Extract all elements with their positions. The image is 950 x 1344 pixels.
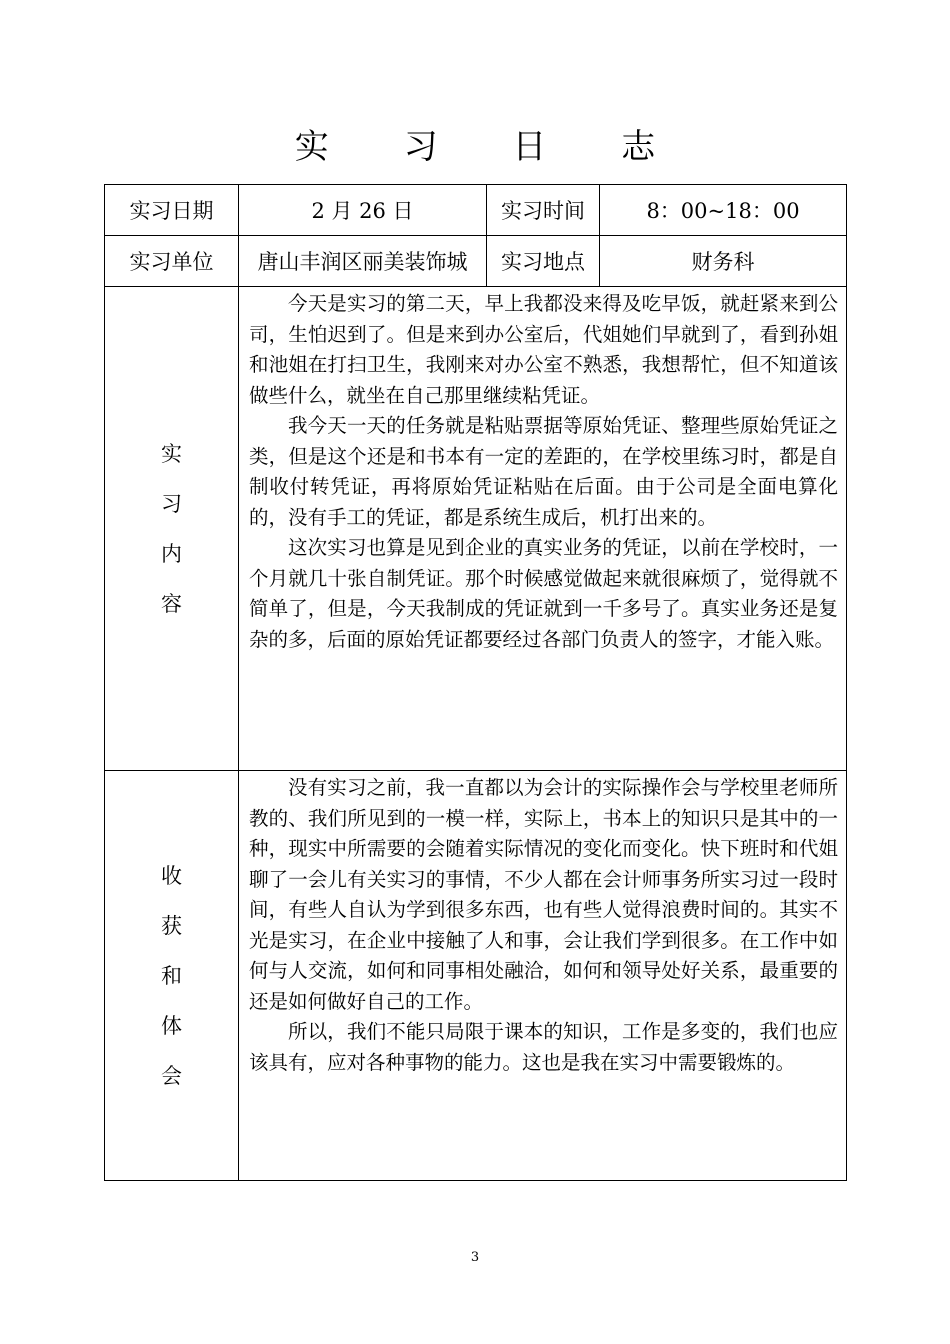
date-value: 2 月 26 日 bbox=[239, 185, 487, 236]
reflection-text-cell bbox=[239, 771, 847, 1181]
reflection-paragraph: 所以，我们不能只局限于课本的知识，工作是多变的，我们也应该具有，应对各种事物的能力。这也是我在实习中需要锻炼的。 bbox=[249, 1020, 838, 1074]
content-paragraph: 这次实习也算是见到企业的真实业务的凭证，以前在学校时，一个月就几十张自制凭证。那个时候感觉做起来就很麻烦了，觉得就不简单了，但是，今天我制成的凭证就到一千多号了。真实业务还是复杂的多，后面的原始凭证都要经过各部门负责人的签字，才能入账。 bbox=[249, 536, 838, 651]
unit-value: 唐山丰润区丽美装饰城 bbox=[239, 236, 487, 287]
header-row-date-time bbox=[105, 185, 847, 236]
time-value: 8：00~18：00 bbox=[600, 185, 847, 236]
content-label-char: 容 bbox=[161, 591, 182, 616]
reflection-paragraph: 没有实习之前，我一直都以为会计的实际操作会与学校里老师所教的、我们所见到的一模一样，实际上，书本上的知识只是其中的一种，现实中所需要的会随着实际情况的变化而变化。快下班时和代姐聊了一会儿有关实习的事情，不少人都在会计师事务所实习过一段时间，有些人自认为学到很多东西，也有些人觉得浪费时间的。其实不光是实习，在企业中接触了人和事，会让我们学到很多。在工作中如何与人交流，如何和同事相处融洽，如何和领导处好关系，最重要的还是如何做好自己的工作。 bbox=[249, 776, 838, 1013]
content-paragraph: 我今天一天的任务就是粘贴票据等原始凭证、整理些原始凭证之类，但是这个还是和书本有一定的差距的，在学校里练习时，都是自制收付转凭证，再将原始凭证粘贴在后面。由于公司是全面电算化的，没有手工的凭证，都是系统生成后，机打出来的。 bbox=[249, 414, 838, 529]
page-title: 实 习 日 志 bbox=[294, 127, 688, 167]
reflection-label-char: 体 bbox=[161, 1013, 182, 1038]
content-section-label bbox=[105, 287, 239, 771]
internship-log-table bbox=[104, 184, 847, 1181]
reflection-row bbox=[105, 771, 847, 1181]
reflection-label-char: 和 bbox=[161, 963, 182, 988]
reflection-section-label bbox=[105, 771, 239, 1181]
date-label: 实习日期 bbox=[105, 185, 239, 236]
header-row-unit-place bbox=[105, 236, 847, 287]
place-value: 财务科 bbox=[600, 236, 847, 287]
reflection-label-char: 会 bbox=[161, 1063, 182, 1088]
reflection-label-char: 收 bbox=[161, 863, 182, 888]
content-row bbox=[105, 287, 847, 771]
time-label: 实习时间 bbox=[487, 185, 600, 236]
content-label-char: 实 bbox=[161, 441, 182, 466]
content-label-char: 内 bbox=[161, 541, 182, 566]
reflection-label-char: 获 bbox=[161, 913, 182, 938]
page-number: 3 bbox=[470, 1250, 480, 1265]
unit-label: 实习单位 bbox=[105, 236, 239, 287]
content-label-char: 习 bbox=[161, 491, 182, 516]
content-text-cell bbox=[239, 287, 847, 771]
place-label: 实习地点 bbox=[487, 236, 600, 287]
content-paragraph: 今天是实习的第二天，早上我都没来得及吃早饭，就赶紧来到公司，生怕迟到了。但是来到办公室后，代姐她们早就到了，看到孙姐和池姐在打扫卫生，我刚来对办公室不熟悉，我想帮忙，但不知道该做些什么，就坐在自己那里继续粘凭证。 bbox=[249, 292, 838, 407]
